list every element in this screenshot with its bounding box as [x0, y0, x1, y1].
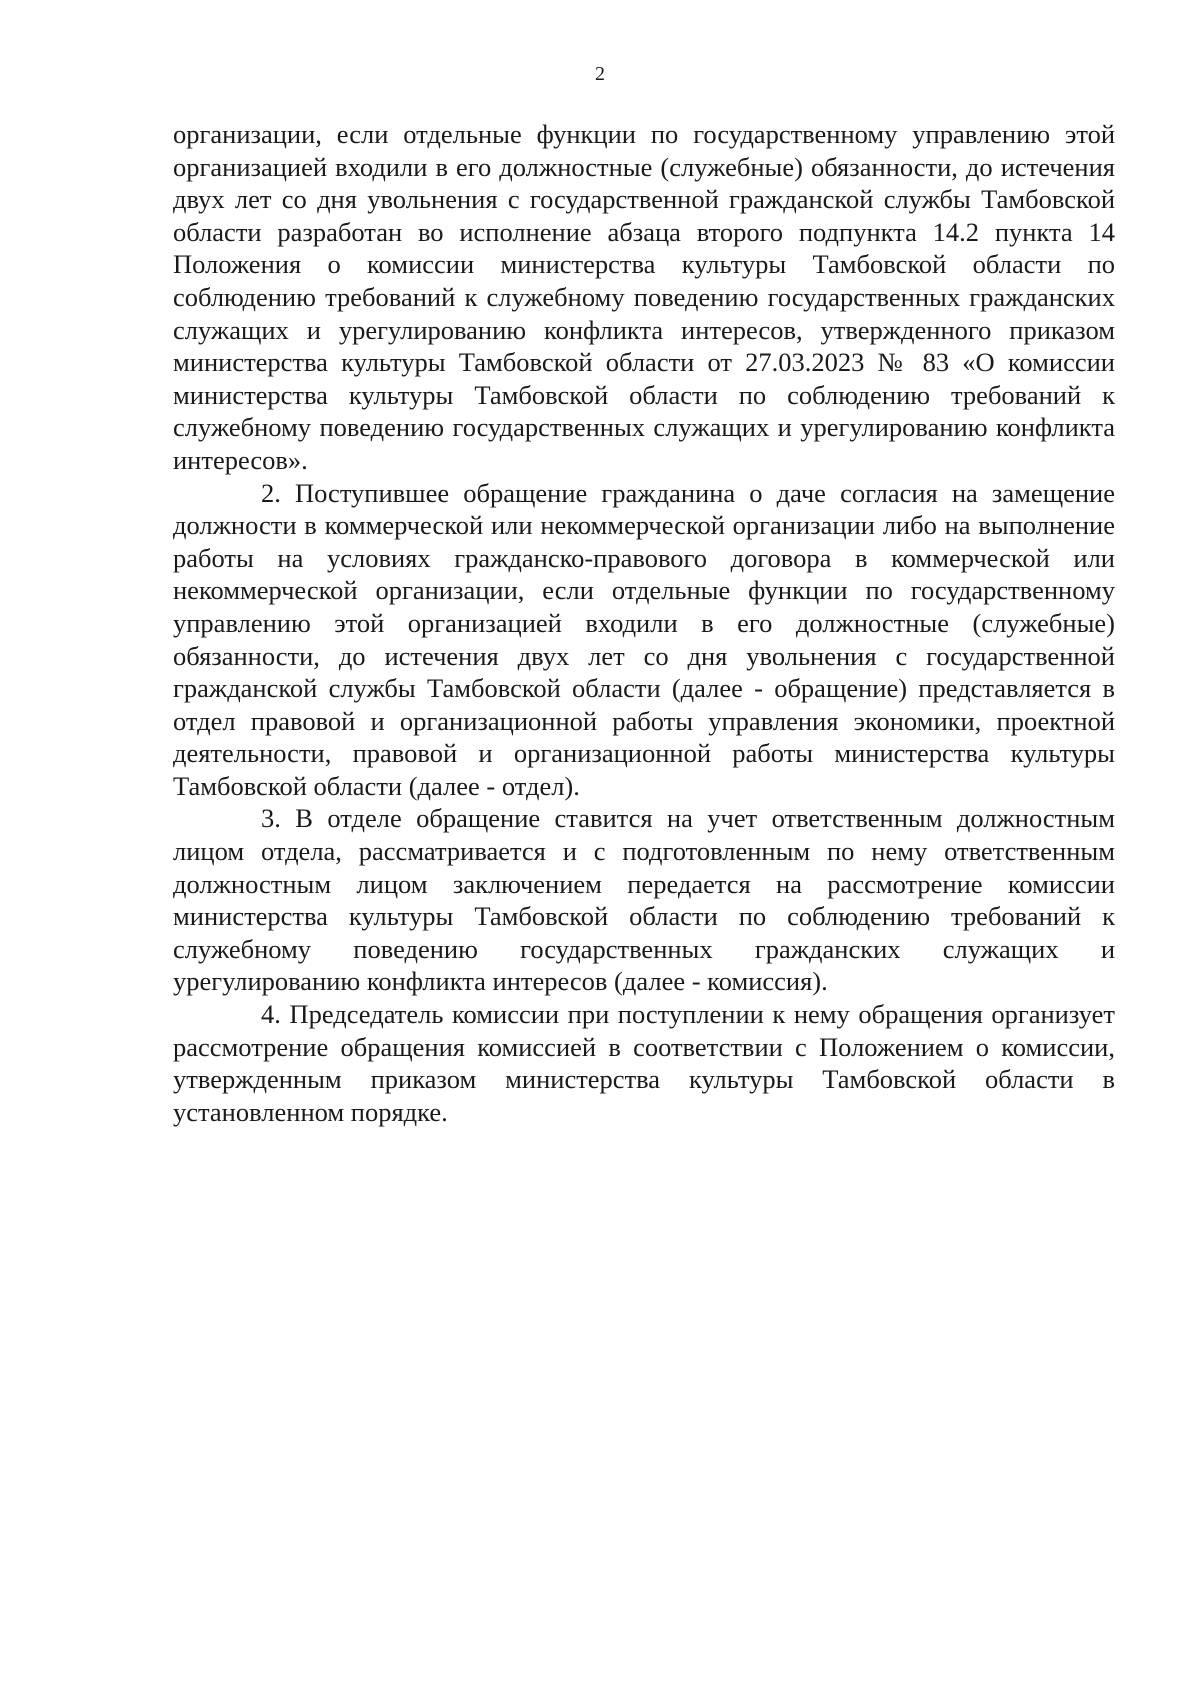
paragraph-item-2: 2. Поступившее обращение гражданина о даче согласия на замещение должности в коммерческой или некоммерческой организации либо на выполнение работы на условиях гражданско-правового договора в коммерческой или некоммерческой организации, если отдельные функции по государственному управлению этой организацией входили в его должностные (служебные) обязанности, до истечения двух лет со дня увольнения с государственной гражданской службы Тамбовской области (далее - обращение) представляется в отдел правовой и организационной работы управления экономики, проектной деятельности, правовой и организационной работы министерства культуры Тамбовской области (далее - отдел). — [173, 477, 1115, 801]
document-body — [173, 118, 1115, 1128]
paragraph-continuation: организации, если отдельные функции по государственному управлению этой организацией входили в его должностные (служебные) обязанности, до истечения двух лет со дня увольнения с государственной гражданской службы Тамбовской области разработан во исполнение абзаца второго подпункта 14.2 пункта 14 Положения о комиссии министерства культуры Тамбовской области по соблюдению требований к служебному поведению государственных гражданских служащих и урегулированию конфликта интересов, утвержденного приказом министерства культуры Тамбовской области от 27.03.2023 № 83 «О комиссии министерства культуры Тамбовской области по соблюдению требований к служебному поведению государственных служащих и урегулированию конфликта интересов». — [173, 119, 1115, 475]
paragraph-item-3: 3. В отделе обращение ставится на учет ответственным должностным лицом отдела, рассматривается и с подготовленным по нему ответственным должностным лицом заключением передается на рассмотрение комиссии министерства культуры Тамбовской области по соблюдению требований к служебному поведению государственных гражданских служащих и урегулированию конфликта интересов (далее - комиссия). — [173, 803, 1115, 997]
page-number: 2 — [595, 63, 605, 85]
paragraph-item-4: 4. Председатель комиссии при поступлении к нему обращения организует рассмотрение обращения комиссией в соответствии с Положением о комиссии, утвержденным приказом министерства культуры Тамбовской области в установленном порядке. — [173, 999, 1115, 1127]
